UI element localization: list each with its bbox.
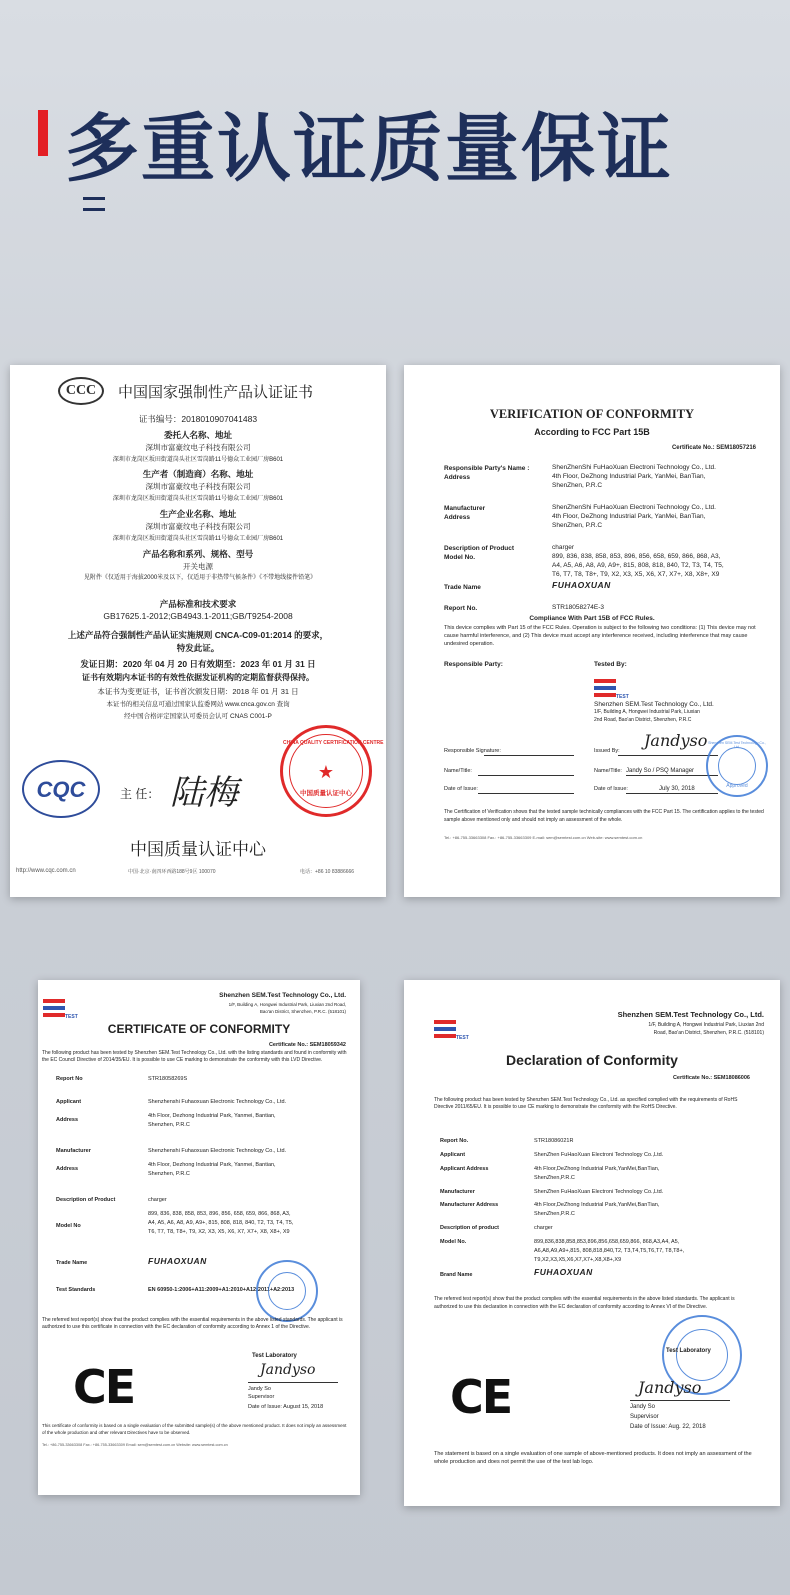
lvd-sem-logo-icon: TEST	[43, 995, 73, 1021]
rohs-desc-label: Description of product	[440, 1225, 499, 1231]
ccc-dates: 发证日期：2020 年 04 月 20 日有效期至：2023 年 01 月 31 日	[80, 659, 316, 669]
ccc-first-issue: 本证书为变更证书，证书首次颁发日期：2018 年 01 月 31 日	[97, 687, 299, 696]
fcc-model-1: 899, 836, 838, 858, 853, 896, 856, 658, 659, 866, 868, A3,	[552, 553, 721, 560]
ccc-producer-label: 生产者（制造商）名称、地址	[142, 469, 254, 479]
ccc-standard: GB17625.1-2012;GB4943.1-2011;GB/T9254-2008	[103, 611, 293, 621]
rohs-signature: Jandyso	[638, 1378, 702, 1397]
rohs-sig-line	[630, 1400, 730, 1401]
ccc-client-label: 委托人名称、地址	[163, 430, 232, 440]
ccc-factory-name: 深圳市富豪纹电子科技有限公司	[145, 522, 251, 531]
lvd-mfr-address-label: Address	[56, 1166, 79, 1172]
fcc-title: VERIFICATION OF CONFORMITY	[489, 407, 695, 421]
rohs-role: Supervisor	[630, 1414, 659, 1420]
lvd-report: STR18058269S	[148, 1076, 188, 1082]
fcc-resp-party-label: Responsible Party:	[444, 661, 503, 668]
fcc-date-line	[478, 793, 574, 794]
lvd-footer-contacts: Tel.: +86-755-33663308 Fax.: +86-755-33663309 Email: sem@semtest.com.cn Website: www.semtest.com.cn	[42, 1443, 228, 1447]
fcc-date-value: July 30, 2018	[659, 786, 695, 792]
fcc-issued-label: Issued By:	[594, 748, 620, 754]
lvd-address-2: Shenzhen, P.R.C	[148, 1122, 190, 1128]
lvd-mfr-address-2: Shenzhen, P.R.C	[148, 1171, 190, 1177]
ccc-logo	[58, 377, 104, 405]
rohs-applicant-addr-label: Applicant Address	[440, 1166, 489, 1172]
ccc-footer-url: http://www.cqc.com.cn	[16, 868, 76, 874]
fcc-lab-addr-1: 1/F, Building A, Hongwei Industrial Park, Liuxian	[594, 709, 700, 715]
rohs-cert-no: Certificate No.: SEM18086006	[672, 1075, 750, 1081]
title-underline-icon	[83, 197, 105, 211]
fcc-compliance-text: This device complies with Part 15 of the FCC Rules. Operation is subject to the following two conditions: (1) This device may not cause harmful interference, and (2) This device must accept any interference received, including interference that may cause undesired operation.	[444, 625, 756, 647]
fcc-name-label: Name/Title:	[444, 768, 472, 774]
ccc-factory-addr: 深圳市龙岗区坂田街道岗头社区雪岗路11号德众工业园厂房B601	[112, 536, 284, 542]
fcc-subtitle: According to FCC Part 15B	[534, 427, 650, 437]
fcc-address-2: ShenZhen, P.R.C	[552, 482, 603, 489]
lvd-lab-name: Shenzhen SEM.Test Technology Co., Ltd.	[219, 992, 346, 999]
fcc-signature: Jandyso	[644, 731, 708, 750]
ccc-red-seal	[280, 725, 384, 817]
rohs-model-3: T9,X2,X3,X5,X6,X7,X7+,X8,X8+,X9	[534, 1257, 622, 1263]
fcc-lab-name: Shenzhen SEM.Test Technology Co., Ltd.	[594, 701, 714, 708]
fcc-issued-line	[618, 755, 718, 756]
ccc-director-signature: 陆梅	[170, 773, 238, 813]
rohs-lab-addr-1: 1/F, Building A, Hongwei Industrial Park, Liuxian 2nd	[648, 1022, 764, 1028]
ccc-producer-name: 深圳市富豪纹电子科技有限公司	[145, 482, 251, 491]
ccc-center-name: 中国质量认证中心	[130, 840, 266, 860]
lvd-address-1: 4th Floor, Dezhong Industrial Park, Yanmei, Bantian,	[148, 1113, 276, 1119]
rohs-report-label: Report No.	[440, 1138, 469, 1144]
ccc-seal-star-icon: ★	[317, 762, 335, 782]
lvd-title: CERTIFICATE OF CONFORMITY	[107, 1022, 291, 1036]
lvd-mfr: Shenzhenshi Fuhaoxuan Electronic Technology Co., Ltd.	[148, 1148, 287, 1154]
ccc-validity: 证书有效期内本证书的有效性依据发证机构的定期监督获得保持。	[82, 673, 314, 682]
fcc-name-label-2: Name/Title:	[594, 768, 622, 774]
fcc-mfr-label: Manufacturer	[444, 505, 486, 512]
fcc-desc-label: Description of Product	[444, 545, 515, 552]
rohs-certificate	[404, 980, 780, 1506]
lvd-applicant: Shenzhenshi Fuhaoxuan Electronic Technology Co., Ltd.	[148, 1099, 287, 1105]
rohs-referred: The referred test report(s) show that the product complies with the essential requirements in the above listed standards. The applicant is authorized to use this declaration in connection with the EC declaration of conformity according to Annex VI of the Directive.	[434, 1296, 735, 1310]
lvd-mfr-label: Manufacturer	[56, 1148, 91, 1154]
title-accent-bar	[38, 110, 48, 156]
ccc-footer-addr: 中国·北京·南四环西路188号9区 100070	[128, 869, 216, 875]
rohs-model-2: A6,A8,A9,A9+,815, 808,818,840,T2, T3,T4,T5,T6,T7, T8,T8+,	[534, 1248, 685, 1254]
fcc-trade-label: Trade Name	[444, 584, 481, 591]
lvd-model-label: Model No	[56, 1223, 81, 1229]
lvd-model-3: T6, T7, T8, T8+, T9, X2, X3, X5, X6, X7, X7+, X8, X8+, X9	[148, 1229, 290, 1235]
fcc-cert-no: Certificate No.: SEM18057216	[671, 445, 756, 451]
ccc-query: 本证书的相关信息可通过国家认监委网站 www.cnca.gov.cn 查询	[106, 701, 290, 708]
rohs-signer: Jandy So	[630, 1404, 656, 1410]
rohs-title: Declaration of Conformity	[506, 1052, 678, 1068]
ccc-statement-2: 特发此证。	[176, 643, 220, 653]
rohs-brand-label: Brand Name	[440, 1272, 473, 1278]
ccc-client-name: 深圳市富豪纹电子科技有限公司	[145, 443, 251, 452]
fcc-mfr-address-2: ShenZhen, P.R.C	[552, 522, 603, 529]
lvd-standards: EN 60950-1:2006+A11:2009+A1:2010+A12:2011+A2:2013	[148, 1287, 295, 1293]
lvd-footer-text: This certificate of conformity is based on a single evaluation of the submitted sample(s) of the above mentioned product. It does not imply an assessment of the whole production and other relevant Directives have to be observed.	[42, 1423, 347, 1435]
lvd-report-label: Report No	[56, 1076, 83, 1082]
rohs-lab-label: Test Laboratory	[666, 1348, 711, 1354]
ccc-seal-cn: 中国质量认证中心	[300, 790, 352, 797]
lvd-trade: FUHAOXUAN	[148, 1256, 207, 1266]
fcc-footer-contacts: Tel.: +86-755-33663308 Fax.: +86-755-33663309 E-mail: sem@semtest.com.cn Web-site: www.semtest.com.cn	[444, 835, 643, 840]
lvd-role: Supervisor	[248, 1394, 275, 1400]
lvd-signer: Jandy So	[248, 1386, 271, 1392]
lvd-applicant-label: Applicant	[56, 1099, 82, 1105]
fcc-name-value: Jandy So / PSQ Manager	[626, 768, 695, 774]
rohs-applicant: ShenZhen FuHaoXuan Electroni Technology Co.,Ltd.	[534, 1152, 664, 1158]
rohs-lab-name: Shenzhen SEM.Test Technology Co., Ltd.	[617, 1010, 764, 1019]
lvd-ce-mark: CE	[73, 1360, 135, 1414]
ccc-logo-text: CCC	[65, 383, 97, 398]
ccc-footer-tel: 电话：+86 10 83886666	[300, 869, 355, 875]
fcc-date-value-line	[626, 793, 718, 794]
lvd-lab-addr-2: Bao'an District, Shenzhen, P.R.C. (518101)	[259, 1009, 346, 1014]
ccc-product-desc: 见附件《仅适用于海拔2000米及以下，仅适用于非热带气候条件》《不带地线接件铅笔》	[83, 575, 317, 581]
lvd-desc-label: Description of Product	[56, 1197, 116, 1203]
rohs-applicant-addr-1: 4th Floor,DeZhong Industrial Park,YanMei,BanTian,	[534, 1166, 660, 1172]
rohs-mfr-addr-label: Manufacturer Address	[440, 1202, 499, 1208]
cqc-logo-text: CQC	[36, 777, 86, 802]
fcc-address-1: 4th Floor, DeZhong Industrial Park, YanMei, BanTian,	[552, 473, 706, 480]
lvd-date: Date of Issue: August 15, 2018	[248, 1404, 324, 1410]
fcc-mfr-name: ShenZhenShi FuHaoXuan Electroni Technology Co., Ltd.	[552, 504, 716, 511]
fcc-sig-label: Responsible Signature:	[444, 748, 501, 754]
ccc-director-label: 主 任：	[120, 787, 160, 801]
fcc-compliance: Compliance With Part 15B of FCC Rules.	[529, 615, 655, 622]
rohs-mfr-addr-1: 4th Floor,DeZhong Industrial Park,YanMei,BanTian,	[534, 1202, 660, 1208]
fcc-stamp-sub: Approved	[726, 783, 748, 789]
fcc-report: STR18058274E-3	[552, 604, 605, 611]
rohs-ce-mark: CE	[450, 1370, 512, 1424]
lvd-sig-line	[248, 1382, 338, 1383]
ccc-client-addr: 深圳市龙岗区坂田街道岗头社区雪岗路11号德众工业园厂房B601	[112, 457, 284, 463]
rohs-report: STR18086021R	[534, 1138, 574, 1144]
ccc-factory-label: 生产企业名称、地址	[159, 509, 237, 519]
lvd-model-2: A4, A5, A6, A8, A9, A9+, 815, 808, 818, 840, T2, T3, T4, T5,	[148, 1220, 294, 1226]
lvd-trade-label: Trade Name	[56, 1260, 88, 1266]
lvd-lab-addr-1: 1/F, Building A, Hongwei Industrial Park, Liuxian 2nd Road,	[228, 1002, 346, 1007]
ccc-statement-1: 上述产品符合强制性产品认证实施规则 CNCA-C09-01:2014 的要求，	[67, 630, 329, 640]
rohs-mfr: ShenZhen FuHaoXuan Electroni Technology Co.,Ltd.	[534, 1189, 664, 1195]
fcc-party-name: ShenZhenShi FuHaoXuan Electroni Technology Co., Ltd.	[552, 464, 716, 471]
ccc-producer-addr: 深圳市龙岗区坂田街道岗头社区雪岗路11号德众工业园厂房B601	[112, 496, 284, 502]
page-title: 多重认证质量保证	[65, 106, 673, 192]
rohs-lab-addr-2: Road, Bao'an District, Shenzhen, P.R.C. (518101)	[653, 1030, 764, 1036]
rohs-footer-text: The statement is based on a single evaluation of one sample of above-mentioned products. It does not imply an assessment of the whole production and does not permit the use of the test lab logo.	[434, 1451, 752, 1465]
ccc-title: 中国国家强制性产品认证证书	[118, 383, 314, 401]
rohs-intro: The following product has been tested by Shenzhen SEM.Test Technology Co., Ltd. as specified complied with the requirements of RoHS Directive 2011/65/EU. It is possible to use CE marking to demonstrate the conformity with the RoHS Directive.	[434, 1097, 738, 1110]
lvd-referred: The referred test report(s) show that the product complies with the essential requirements in the above listed standards. The applicant is authorized to use this certificate in connection with the EC declaration of conformity according to Annex 1 of the Directive.	[42, 1317, 343, 1330]
ccc-accredit: 经中国合格评定国家认可委员会认可 CNAS C001-P	[124, 713, 272, 720]
rohs-mfr-addr-2: ShenZhen,P.R.C	[534, 1211, 575, 1217]
rohs-date: Date of Issue: Aug. 22, 2018	[630, 1424, 706, 1430]
lvd-lab-label: Test Laboratory	[252, 1353, 297, 1359]
fcc-report-label: Report No.	[444, 605, 478, 612]
fcc-date-label: Date of Issue:	[444, 786, 478, 792]
fcc-model-2: A4, A5, A6, A8, A9, A9+, 815, 808, 818, 840, T2, T3, T4, T5,	[552, 562, 724, 569]
rohs-desc: charger	[534, 1225, 553, 1231]
fcc-trade: FUHAOXUAN	[552, 580, 611, 590]
ccc-product-name: 开关电源	[183, 562, 213, 571]
fcc-model-label: Model No.	[444, 554, 476, 561]
fcc-blue-stamp	[706, 735, 768, 797]
fcc-tested-label: Tested By:	[594, 661, 627, 668]
page-header	[0, 0, 790, 260]
ccc-standard-label: 产品标准和技术要求	[159, 599, 237, 609]
fcc-mfr-address-label: Address	[444, 514, 471, 521]
fcc-address-label: Address	[444, 474, 471, 481]
lvd-signature: Jandyso	[260, 1362, 316, 1378]
lvd-desc: charger	[148, 1197, 167, 1203]
ccc-seal-text: CHINA QUALITY CERTIFICATION CENTRE	[283, 740, 384, 746]
lvd-certificate	[38, 980, 360, 1495]
fcc-model-3: T6, T7, T8, T8+, T9, X2, X3, X5, X6, X7, X7+, X8, X8+, X9	[552, 571, 720, 578]
fcc-name-line	[478, 775, 574, 776]
rohs-model-1: 899,836,838,858,853,896,856,658,659,866, 868,A3,A4, A5,	[534, 1239, 680, 1245]
ccc-cert-no: 证书编号：2018010907041483	[138, 414, 258, 424]
lvd-model-1: 899, 836, 838, 858, 853, 896, 856, 658, 659, 866, 868, A3,	[148, 1211, 291, 1217]
ccc-certificate	[10, 365, 386, 897]
fcc-mfr-address-1: 4th Floor, DeZhong Industrial Park, YanMei, BanTian,	[552, 513, 706, 520]
fcc-party-label: Responsible Party's Name :	[444, 465, 530, 472]
fcc-lab-addr-2: 2nd Road, Bao'an District, Shenzhen, P.R.C	[594, 717, 692, 723]
fcc-name-value-line	[626, 775, 718, 776]
rohs-brand: FUHAOXUAN	[534, 1267, 593, 1277]
ccc-product-label: 产品名称和系列、规格、型号	[142, 549, 254, 559]
lvd-cert-no: Certificate No.: SEM18059342	[268, 1042, 346, 1048]
lvd-address-label: Address	[56, 1117, 79, 1123]
fcc-sig-line	[484, 755, 574, 756]
rohs-mfr-label: Manufacturer	[440, 1189, 475, 1195]
rohs-sem-logo-icon: TEST	[434, 1016, 464, 1042]
fcc-sem-logo-icon: TEST	[594, 675, 624, 701]
rohs-applicant-addr-2: ShenZhen,P.R.C	[534, 1175, 575, 1181]
lvd-mfr-address-1: 4th Floor, Dezhong Industrial Park, Yanmei, Bantian,	[148, 1162, 276, 1168]
lvd-blue-stamp	[256, 1260, 318, 1322]
fcc-date-label-2: Date of Issue:	[594, 786, 628, 792]
fcc-stamp-text: Shenzhen SEM.Test Technology Co., Ltd.	[708, 741, 766, 749]
fcc-footer-text: The Certification of Verification shows that the tested sample technically compliances with the FCC Part 15. The certification applies to the tested sample above mentioned only and should not imply an assessment of the whole.	[444, 809, 764, 823]
cqc-logo	[22, 760, 100, 818]
rohs-model-label: Model No.	[440, 1239, 467, 1245]
lvd-standards-label: Test Standards	[56, 1287, 96, 1293]
fcc-desc: charger	[552, 544, 575, 551]
fcc-certificate	[404, 365, 780, 897]
lvd-intro: The following product has been tested by Shenzhen SEM.Test Technology Co., Ltd. with the listing standards and found in conformity with the EC Council Directive of 2014/35/EU. It is possible to use CE marking to demonstrate the conformity with this LVD Directive.	[42, 1050, 347, 1063]
rohs-applicant-label: Applicant	[440, 1152, 466, 1158]
